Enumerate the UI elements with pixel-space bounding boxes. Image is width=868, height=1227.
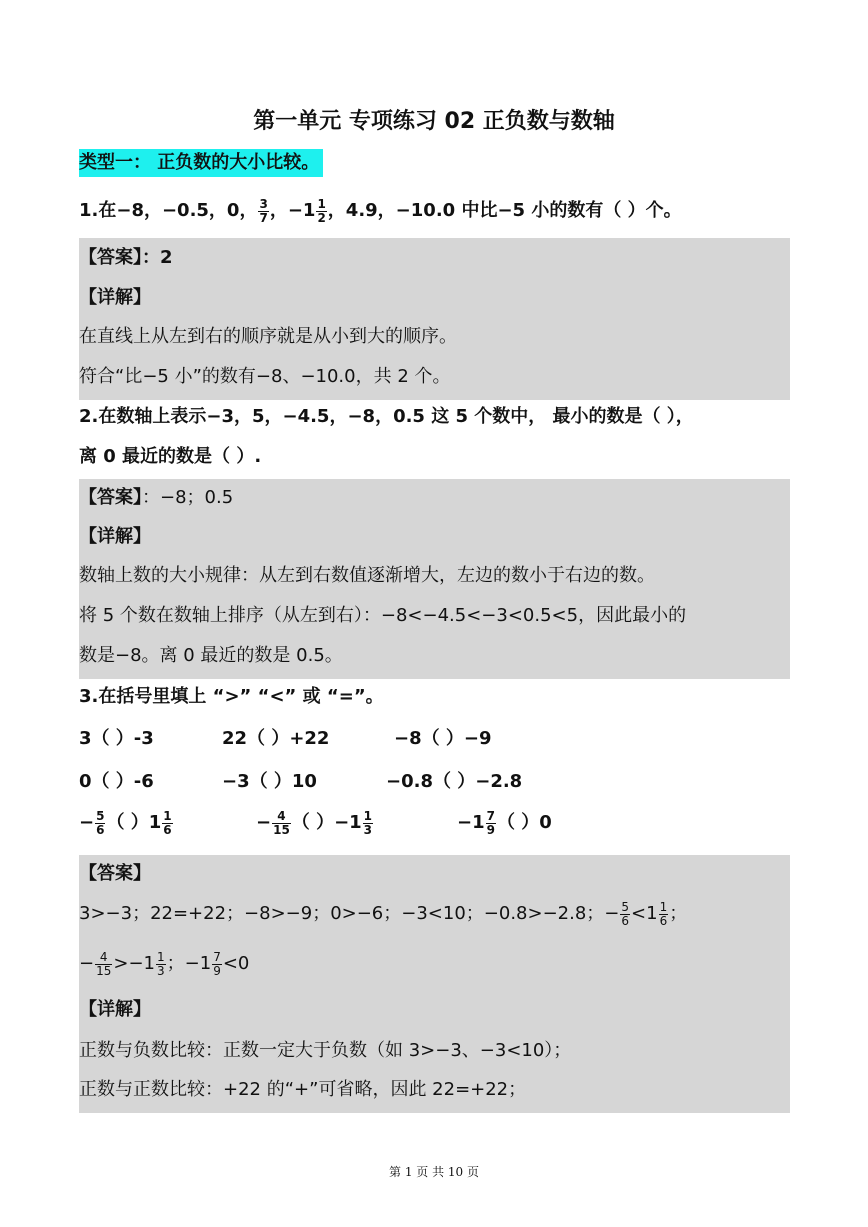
answer-text: ； bbox=[669, 903, 688, 924]
answer-label: 【答案】 bbox=[79, 487, 142, 508]
answer-text: <0 bbox=[222, 953, 250, 974]
question-2-line-2: 离 0 最近的数是（ ）. bbox=[79, 446, 262, 467]
fraction-denominator: 2 bbox=[317, 210, 326, 225]
fraction-numerator: 7 bbox=[486, 808, 495, 823]
answer-label: 【答案】 bbox=[79, 247, 142, 268]
q3-row1-item3: −8（ ）−9 bbox=[394, 728, 492, 749]
answer-text: 3>−3；22=+22；−8>−9；0>−6；−3<10；−0.8>−2.8；− bbox=[79, 903, 620, 924]
fraction-denominator: 7 bbox=[259, 210, 268, 225]
q2-detail-line-1: 数轴上数的大小规律：从左到右数值逐渐增大，左边的数小于右边的数。 bbox=[79, 565, 655, 586]
q3-row2-item3: −0.8（ ）−2.8 bbox=[386, 771, 523, 792]
page-footer: 第 1 页 共 10 页 bbox=[389, 1165, 479, 1179]
fraction-5-6 bbox=[620, 901, 630, 928]
q1-answer bbox=[79, 243, 173, 269]
q1-detail-line-1: 在直线上从左到右的顺序就是从小到大的顺序。 bbox=[79, 326, 457, 347]
fraction-numerator: 5 bbox=[621, 899, 630, 914]
fraction-denominator: 6 bbox=[659, 913, 668, 928]
fraction-7-9 bbox=[212, 951, 222, 978]
fraction-1-6 bbox=[162, 810, 172, 837]
answer-text: <1 bbox=[631, 903, 658, 924]
fraction-denominator: 6 bbox=[96, 822, 105, 837]
minus-sign: − bbox=[79, 812, 95, 833]
q3-row2-item2: −3（ ）10 bbox=[222, 771, 317, 792]
q3-answer-line-1 bbox=[79, 899, 687, 928]
fraction-numerator: 3 bbox=[259, 196, 268, 211]
q3-row3-item1-mid: （ ）1 bbox=[106, 812, 162, 833]
fraction-denominator: 6 bbox=[621, 913, 630, 928]
fraction-numerator: 4 bbox=[95, 951, 112, 965]
q3-row1-item1: 3（ ）-3 bbox=[79, 728, 154, 749]
fraction-denominator: 6 bbox=[163, 822, 172, 837]
fraction-numerator: 5 bbox=[96, 808, 105, 823]
question-3-title: 3.在括号里填上 “>” “<” 或 “=”。 bbox=[79, 686, 384, 707]
fraction-1-6 bbox=[659, 901, 669, 928]
fraction-denominator: 15 bbox=[273, 822, 290, 837]
fraction-denominator: 3 bbox=[363, 822, 373, 837]
q3-row3-item2-mid: （ ）−1 bbox=[291, 812, 362, 833]
fraction-numerator: 7 bbox=[213, 949, 221, 964]
answer-text: ；−1 bbox=[166, 953, 212, 974]
answer-text: >−1 bbox=[113, 953, 155, 974]
question-1 bbox=[79, 196, 682, 225]
fraction-7-9 bbox=[486, 810, 496, 837]
q1-fraction-3-7 bbox=[258, 198, 268, 225]
q2-detail-label: 【详解】 bbox=[79, 526, 151, 547]
question-2-line-1: 2.在数轴上表示−3，5，−4.5，−8，0.5 这 5 个数中， 最小的数是（ ）， bbox=[79, 406, 694, 427]
fraction-numerator: 1 bbox=[659, 899, 668, 914]
q3-row3-item3-pre: −1 bbox=[457, 812, 485, 833]
fraction-5-6 bbox=[95, 810, 105, 837]
fraction-1-3 bbox=[156, 951, 166, 978]
q1-text-pre: 1.在−8，−0.5，0， bbox=[79, 200, 258, 221]
q3-row1-item2: 22（ ）+22 bbox=[222, 728, 330, 749]
q2-detail-line-2: 将 5 个数在数轴上排序（从左到右）：−8<−4.5<−3<0.5<5，因此最小的 bbox=[79, 605, 687, 626]
fraction-numerator: 1 bbox=[317, 196, 326, 211]
fraction-denominator: 9 bbox=[486, 822, 495, 837]
q1-fraction-1-2 bbox=[316, 198, 326, 225]
q2-answer bbox=[79, 483, 233, 509]
q3-answer-label: 【答案】 bbox=[79, 863, 151, 884]
q3-answer-line-2 bbox=[79, 949, 249, 978]
q1-text-mid: ，−1 bbox=[269, 200, 316, 221]
q3-row3-item3 bbox=[457, 808, 552, 837]
q3-row2-item1: 0（ ）-6 bbox=[79, 771, 154, 792]
q3-detail-line-2: 正数与正数比较：+22 的“+”可省略，因此 22=+22； bbox=[79, 1079, 527, 1100]
fraction-denominator: 9 bbox=[213, 963, 221, 978]
q1-detail-label: 【详解】 bbox=[79, 287, 151, 308]
fraction-denominator: 15 bbox=[96, 963, 112, 978]
q3-detail-label: 【详解】 bbox=[79, 999, 151, 1020]
minus-sign: − bbox=[256, 812, 272, 833]
fraction-numerator: 4 bbox=[272, 810, 291, 824]
q3-row3-item1 bbox=[79, 808, 174, 837]
q1-detail-line-2: 符合“比−5 小”的数有−8、−10.0，共 2 个。 bbox=[79, 366, 451, 387]
page-title: 第一单元 专项练习 02 正负数与数轴 bbox=[253, 109, 615, 134]
q3-detail-line-1: 正数与负数比较：正数一定大于负数（如 3>−3、−3<10）； bbox=[79, 1040, 572, 1061]
fraction-numerator: 1 bbox=[163, 808, 172, 823]
q3-row3-item2 bbox=[256, 808, 374, 837]
fraction-4-15 bbox=[272, 810, 291, 837]
fraction-4-15 bbox=[95, 951, 112, 978]
fraction-numerator: 1 bbox=[157, 949, 165, 964]
answer-value: ：2 bbox=[142, 247, 173, 268]
q1-text-post: ，4.9，−10.0 中比−5 小的数有（ ）个。 bbox=[327, 200, 682, 221]
fraction-denominator: 3 bbox=[157, 963, 165, 978]
q3-row3-item3-post: （ ）0 bbox=[496, 812, 552, 833]
fraction-numerator: 1 bbox=[363, 808, 373, 823]
q2-detail-line-3: 数是−8。离 0 最近的数是 0.5。 bbox=[79, 645, 343, 666]
answer-text: − bbox=[79, 953, 95, 974]
answer-value: ：−8；0.5 bbox=[142, 487, 234, 508]
fraction-1-3 bbox=[363, 810, 373, 837]
section-type-label: 类型一： 正负数的大小比较。 bbox=[79, 149, 323, 177]
